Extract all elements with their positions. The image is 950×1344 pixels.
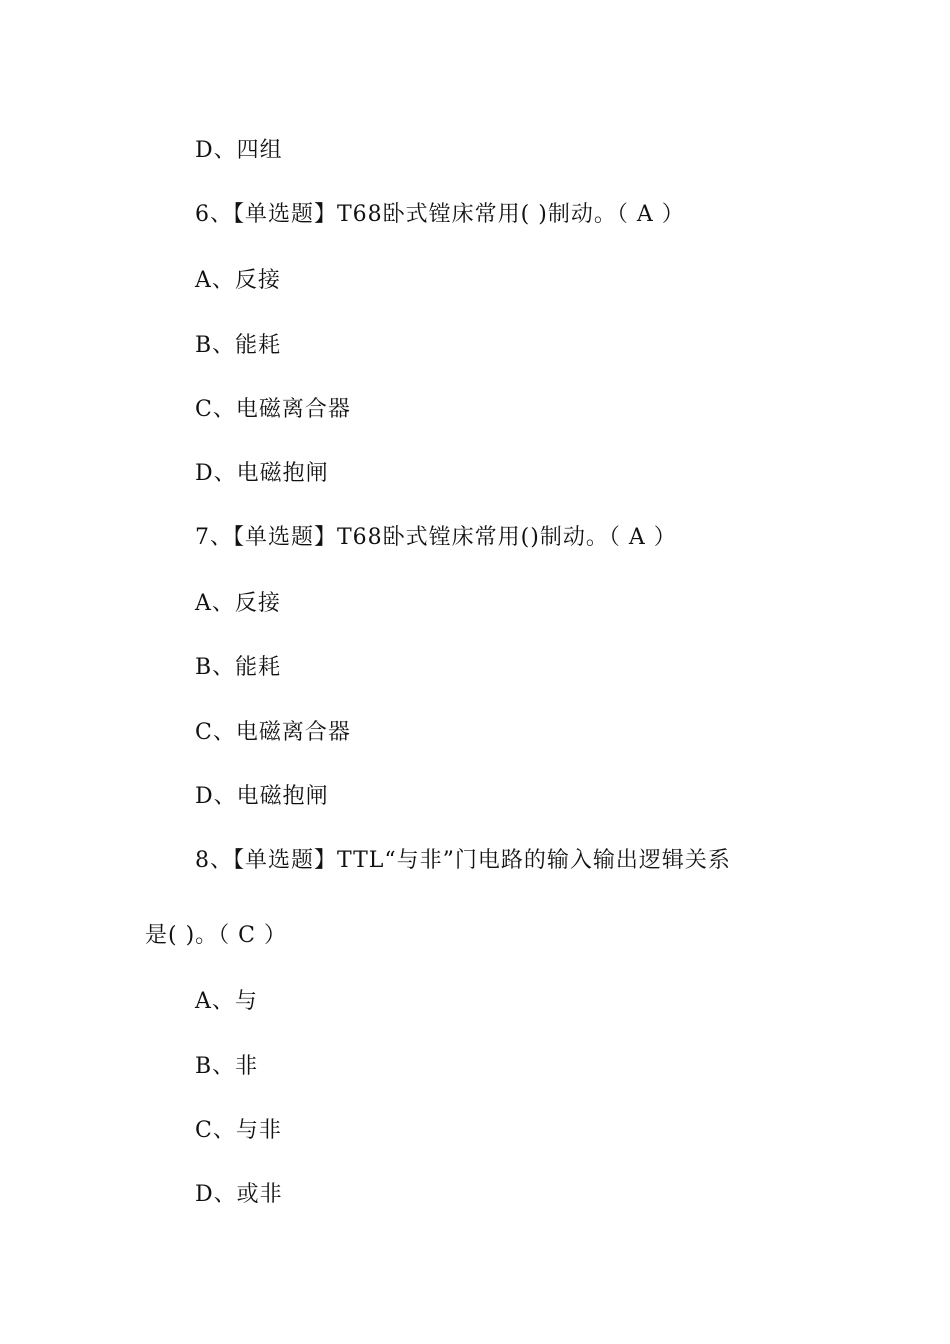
option-q8-b: B、非: [195, 1054, 259, 1079]
question-8: 8、【单选题】TTL“与非”门电路的输入输出逻辑关系: [195, 848, 731, 873]
option-q7-c: C、电磁离合器: [195, 720, 351, 745]
option-q8-c: C、与非: [195, 1118, 282, 1143]
option-q8-d: D、或非: [195, 1182, 283, 1207]
option-q5-d: D、四组: [195, 138, 283, 163]
question-6: 6、【单选题】T68卧式镗床常用( )制动。（ A ）: [195, 202, 685, 227]
option-q6-c: C、电磁离合器: [195, 397, 351, 422]
question-7: 7、【单选题】T68卧式镗床常用()制动。（ A ）: [195, 525, 677, 550]
option-q8-a: A、与: [195, 989, 258, 1014]
option-q6-d: D、电磁抱闸: [195, 461, 329, 486]
question-8-continuation: 是( )。（ C ）: [145, 923, 287, 948]
option-q7-d: D、电磁抱闸: [195, 784, 329, 809]
option-q7-b: B、能耗: [195, 655, 282, 680]
option-q6-a: A、反接: [195, 268, 281, 293]
option-q6-b: B、能耗: [195, 333, 282, 358]
option-q7-a: A、反接: [195, 591, 281, 616]
